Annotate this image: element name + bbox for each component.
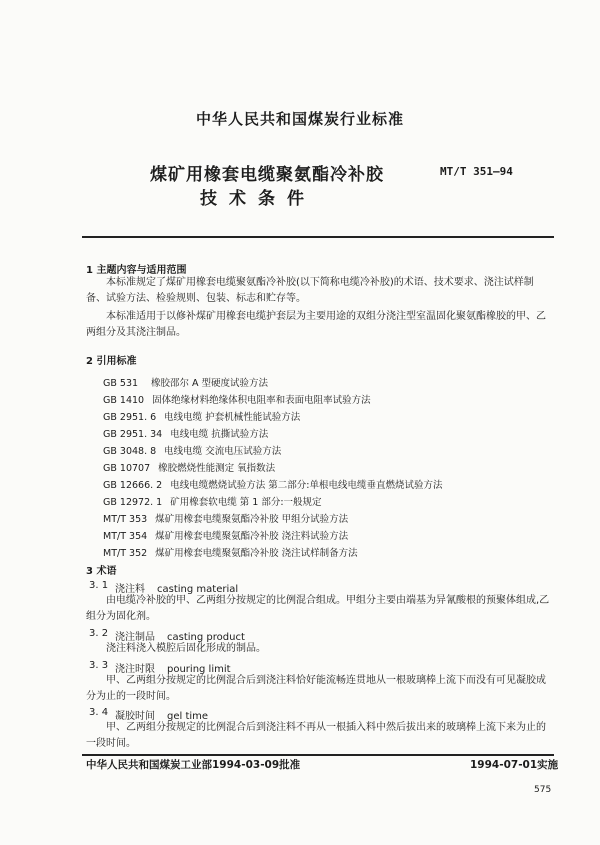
term-en: pouring limit [167, 664, 231, 675]
reference-title: 煤矿用橡套电缆聚氨酯冷补胶 浇注料试验方法 [155, 531, 349, 542]
term-en: gel time [167, 711, 209, 722]
term-number: 3. 2 [89, 628, 109, 639]
term-cn: 凝胶时间 [115, 711, 155, 722]
term-en: casting product [167, 632, 245, 643]
reference-item [103, 494, 322, 508]
document-title-line1: 煤矿用橡套电缆聚氨酯冷补胶 [150, 165, 384, 185]
reference-item [103, 511, 348, 525]
page-number: 575 [534, 785, 552, 795]
reference-item [103, 545, 358, 559]
standard-code: MT/T 351—94 [440, 165, 513, 178]
section-1-para-2: 本标准适用于以修补煤矿用橡套电缆护套层为主要用途的双组分浇注型室温固化聚氨酯橡胶的甲、乙两组分及其浇注制品。 [86, 311, 546, 338]
reference-code: GB 2951. 6 [103, 412, 157, 423]
term-cn: 浇注时限 [115, 664, 155, 675]
reference-item [103, 460, 275, 474]
reference-code: GB 10707 [103, 463, 151, 474]
section-2-heading: 2 引用标准 [86, 356, 137, 367]
term-definition: 由电缆冷补胶的甲、乙两组分按规定的比例混合组成。甲组分主要由端基为异氰酸根的预聚体组成,乙组分为固化剂。 [86, 595, 550, 622]
term-number: 3. 4 [89, 707, 109, 718]
section-3-heading: 3 术语 [86, 566, 117, 577]
standard-body-header: 中华人民共和国煤炭行业标准 [195, 110, 404, 128]
reference-title: 电线电缆燃烧试验方法 第二部分:单根电线电缆垂直燃烧试验方法 [170, 480, 443, 491]
reference-title: 煤矿用橡套电缆聚氨酯冷补胶 甲组分试验方法 [155, 514, 349, 525]
reference-code: MT/T 353 [103, 514, 148, 525]
reference-item [103, 443, 281, 457]
term-definition: 甲、乙两组分按规定的比例混合后到浇注料不再从一根插入料中然后拔出来的玻璃棒上流下来为止的一段时间。 [86, 722, 546, 749]
term-definition: 浇注料浇入模腔后固化形成的制品。 [106, 643, 266, 654]
section-1-heading: 1 主题内容与适用范围 [86, 265, 187, 276]
section-1-para-1: 本标准规定了煤矿用橡套电缆聚氨酯冷补胶(以下简称电缆冷补胶)的术语、技术要求、浇注试样制备、试验方法、检验规则、包装、标志和贮存等。 [86, 277, 534, 304]
term-en: casting material [157, 584, 239, 595]
reference-code: MT/T 354 [103, 531, 148, 542]
reference-title: 固体绝缘材料绝缘体积电阻率和表面电阻率试验方法 [152, 395, 371, 406]
reference-item [103, 477, 442, 491]
reference-code: GB 531 [103, 378, 139, 389]
reference-code: GB 12972. 1 [103, 497, 163, 508]
reference-code: MT/T 352 [103, 548, 148, 559]
reference-title: 煤矿用橡套电缆聚氨酯冷补胶 浇注试样制备方法 [155, 548, 358, 559]
document-title-line2: 技术条件 [200, 189, 316, 209]
reference-item [103, 426, 268, 440]
reference-item [103, 392, 371, 406]
reference-title: 橡胶邵尔 A 型硬度试验方法 [151, 378, 269, 389]
reference-title: 电线电缆 抗撕试验方法 [170, 429, 269, 440]
reference-title: 矿用橡套软电缆 第 1 部分:一般规定 [170, 497, 322, 508]
term-definition: 甲、乙两组分按规定的比例混合后到浇注料恰好能流畅连贯地从一根玻璃棒上流下而没有可见凝胶成分为止的一段时间。 [86, 675, 546, 702]
footer-divider [82, 754, 554, 756]
reference-title: 橡胶燃烧性能测定 氧指数法 [158, 463, 276, 474]
reference-item [103, 375, 268, 389]
header-divider [82, 236, 554, 238]
issued-by-date: 中华人民共和国煤炭工业部1994-03-09批准 [86, 759, 301, 771]
term-number: 3. 3 [89, 660, 109, 671]
term-number: 3. 1 [89, 580, 109, 591]
reference-item [103, 409, 300, 423]
reference-code: GB 1410 [103, 395, 145, 406]
reference-title: 电线电缆 交流电压试验方法 [164, 446, 282, 457]
reference-code: GB 3048. 8 [103, 446, 157, 457]
reference-item [103, 528, 348, 542]
reference-code: GB 12666. 2 [103, 480, 163, 491]
reference-code: GB 2951. 34 [103, 429, 163, 440]
reference-title: 电线电缆 护套机械性能试验方法 [164, 412, 301, 423]
term-cn: 浇注制品 [115, 632, 155, 643]
effective-date: 1994-07-01实施 [470, 759, 559, 771]
term-cn: 浇注料 [115, 584, 145, 595]
